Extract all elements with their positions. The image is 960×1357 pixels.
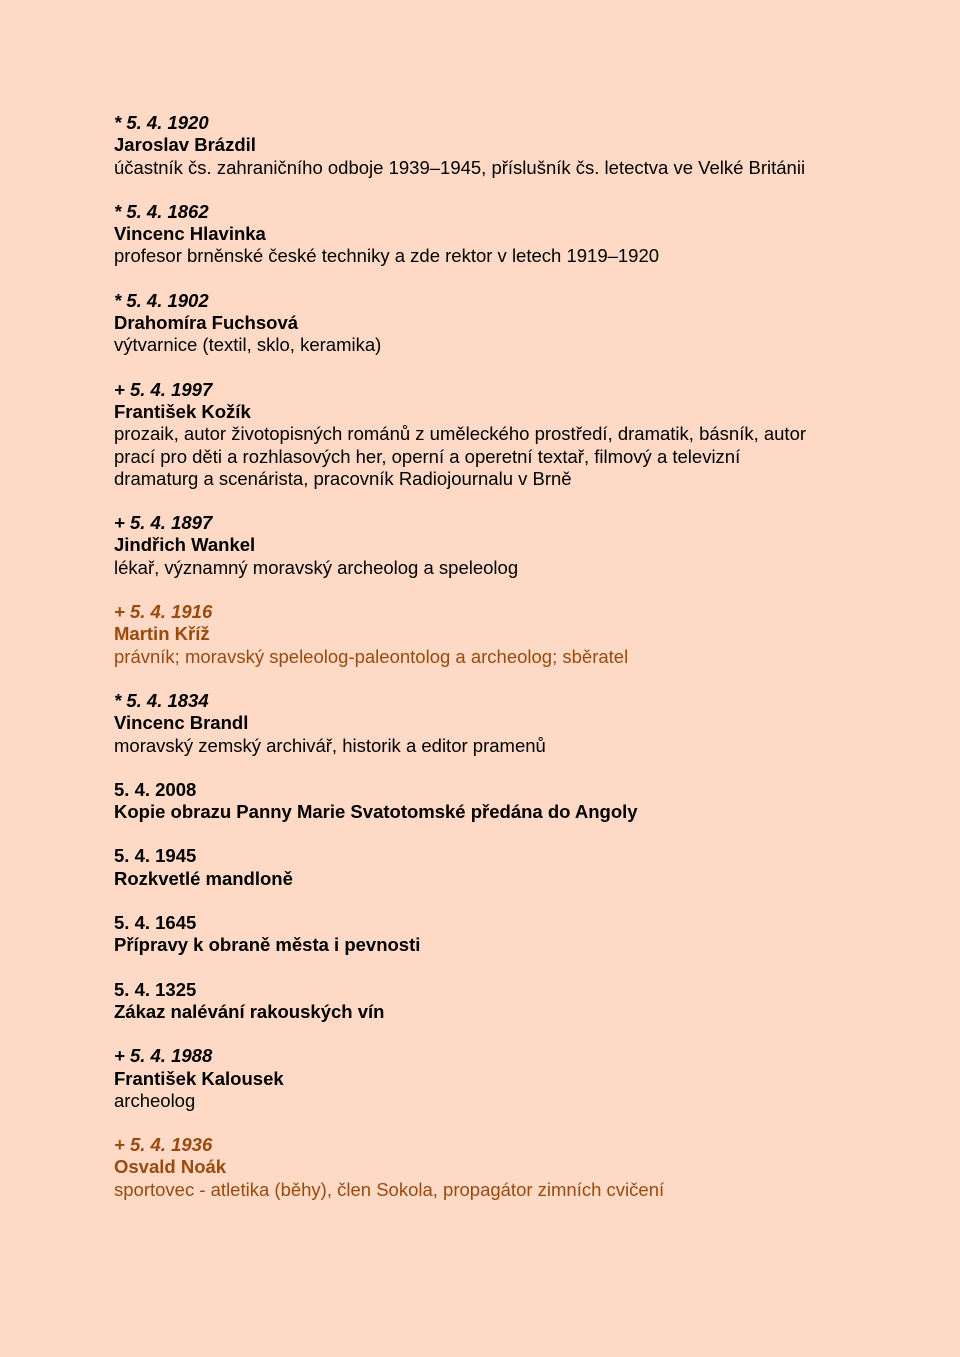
entry-event-title: Přípravy k obraně města i pevnosti (114, 934, 421, 956)
entry-fuchsova (114, 290, 894, 357)
entry-date: + 5. 4. 1897 (114, 512, 213, 534)
entry-hlavinka (114, 201, 894, 268)
entry-date: 5. 4. 1645 (114, 912, 197, 934)
entry-event-1645 (114, 912, 894, 957)
entry-description: výtvarnice (textil, sklo, keramika) (114, 334, 382, 356)
entry-description: právník; moravský speleolog-paleontolog a archeolog; sběratel (114, 645, 629, 667)
entry-kozik (114, 379, 894, 490)
entry-description: archeolog (114, 1089, 196, 1111)
entry-event-title: Rozkvetlé mandloně (114, 867, 293, 889)
entry-date: 5. 4. 1325 (114, 978, 197, 1000)
entry-event-title: Zákaz nalévání rakouských vín (114, 1000, 385, 1022)
entry-description-line: prozaik, autor životopisných románů z uměleckého prostředí, dramatik, básník, autor (114, 423, 807, 445)
entry-date: 5. 4. 1945 (114, 845, 197, 867)
entry-brazdil (114, 112, 894, 179)
entry-event-1945 (114, 845, 894, 890)
entry-date: * 5. 4. 1902 (114, 289, 209, 311)
entry-name: František Kožík (114, 400, 251, 422)
entry-date: + 5. 4. 1916 (114, 601, 213, 623)
entry-name: František Kalousek (114, 1067, 284, 1089)
entry-name: Osvald Noák (114, 1156, 227, 1178)
entry-date: * 5. 4. 1862 (114, 200, 209, 222)
entry-name: Drahomíra Fuchsová (114, 312, 299, 334)
entry-name: Jaroslav Brázdil (114, 134, 256, 156)
entry-wankel (114, 512, 894, 579)
entry-date: + 5. 4. 1936 (114, 1134, 213, 1156)
entry-description-line: prací pro děti a rozhlasových her, operní a operetní textař, filmový a televizní (114, 445, 741, 467)
document-page (114, 112, 894, 1223)
entry-name: Martin Kříž (114, 623, 210, 645)
entry-date: + 5. 4. 1997 (114, 378, 213, 400)
entry-description: lékař, významný moravský archeolog a speleolog (114, 556, 519, 578)
entry-kriz (114, 601, 894, 668)
entry-date: 5. 4. 2008 (114, 778, 197, 800)
entry-event-2008 (114, 779, 894, 824)
entry-name: Vincenc Hlavinka (114, 223, 266, 245)
entry-description: účastník čs. zahraničního odboje 1939–1945, příslušník čs. letectva ve Velké Británii (114, 156, 806, 178)
entry-date: * 5. 4. 1920 (114, 112, 209, 133)
entry-name: Jindřich Wankel (114, 534, 256, 556)
entry-event-1325 (114, 979, 894, 1024)
entry-brandl (114, 690, 894, 757)
entry-noak (114, 1134, 894, 1201)
entry-description: sportovec - atletika (běhy), člen Sokola, propagátor zimních cvičení (114, 1178, 665, 1200)
entry-name: Vincenc Brandl (114, 712, 249, 734)
entry-date: + 5. 4. 1988 (114, 1045, 213, 1067)
entry-kalousek (114, 1045, 894, 1112)
entry-description: moravský zemský archivář, historik a editor pramenů (114, 734, 546, 756)
entry-event-title: Kopie obrazu Panny Marie Svatotomské předána do Angoly (114, 801, 638, 823)
entry-description: profesor brněnské české techniky a zde rektor v letech 1919–1920 (114, 245, 660, 267)
entry-description-line: dramaturg a scenárista, pracovník Radiojournalu v Brně (114, 467, 572, 489)
entry-date: * 5. 4. 1834 (114, 689, 209, 711)
